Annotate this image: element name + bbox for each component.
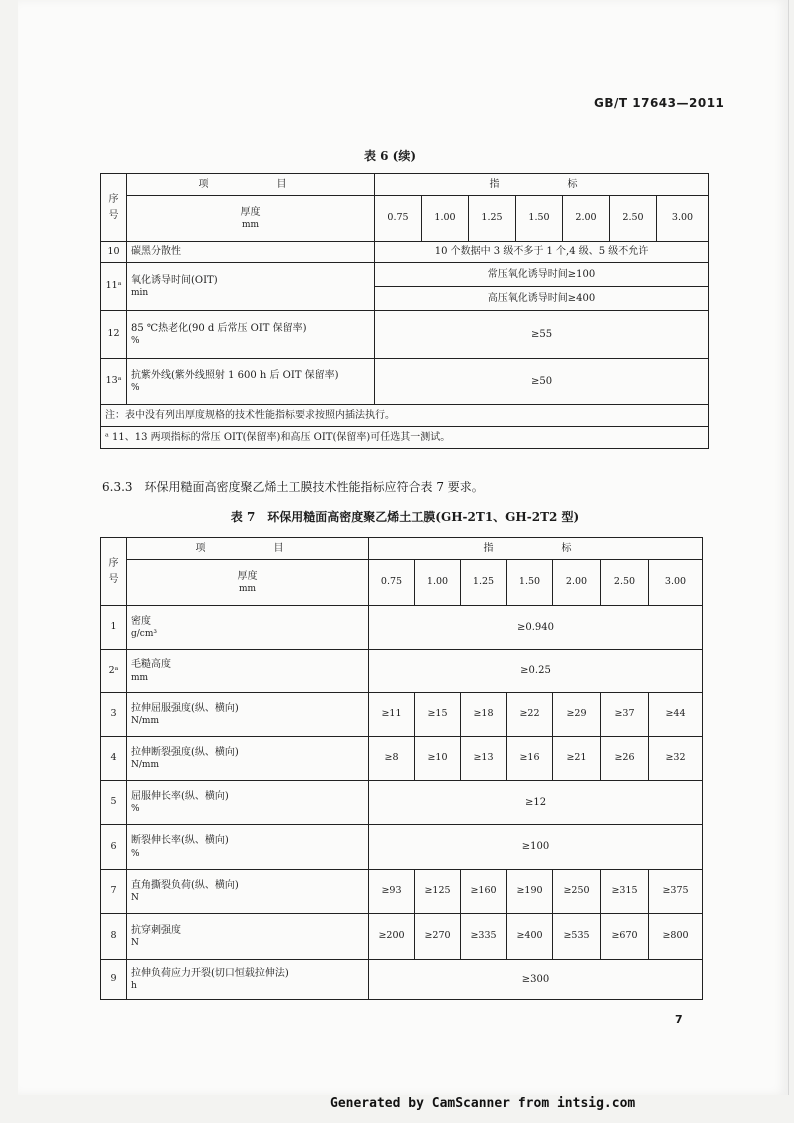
table6-header-item: 项 目 xyxy=(127,174,375,196)
row-cell-value: ≥16 xyxy=(507,737,553,781)
row-cell-value: ≥8 xyxy=(369,737,415,781)
row-item-name: 屈服伸长率(纵、横向) xyxy=(131,790,229,802)
row-cell-value: ≥37 xyxy=(601,693,649,737)
row-item xyxy=(127,870,369,914)
row-item xyxy=(127,263,375,311)
thickness-value: 2.00 xyxy=(563,196,610,242)
row-number: 3 xyxy=(101,693,127,737)
row-cell-value: ≥29 xyxy=(553,693,601,737)
row-number: 13ᵃ xyxy=(101,359,127,405)
row-cell-value: ≥15 xyxy=(415,693,461,737)
table-row xyxy=(101,960,703,1000)
row-cell-value: ≥335 xyxy=(461,914,507,960)
row-item xyxy=(127,311,375,359)
row-cell-value: ≥22 xyxy=(507,693,553,737)
row-item-name: 85 ℃热老化(90 d 后常压 OIT 保留率) xyxy=(131,322,307,334)
table-row xyxy=(101,781,703,825)
row-cell-value: ≥315 xyxy=(601,870,649,914)
row-value: 常压氧化诱导时间≥100 xyxy=(375,263,709,287)
row-item-unit: % xyxy=(131,383,140,394)
table-row xyxy=(101,825,703,870)
thickness-label: 厚度 xyxy=(237,570,258,582)
table-row xyxy=(101,263,709,287)
row-item-unit: N/mm xyxy=(131,760,159,771)
row-item xyxy=(127,825,369,870)
row-cell-value: ≥270 xyxy=(415,914,461,960)
row-number: 6 xyxy=(101,825,127,870)
table6 xyxy=(100,173,709,449)
row-value: 10 个数据中 3 级不多于 1 个,4 级、5 级不允许 xyxy=(375,242,709,263)
row-value: ≥12 xyxy=(369,781,703,825)
row-item-name: 密度 xyxy=(131,615,151,627)
thickness-value: 2.00 xyxy=(553,560,601,606)
row-cell-value: ≥125 xyxy=(415,870,461,914)
thickness-value: 1.25 xyxy=(469,196,516,242)
table-row xyxy=(101,914,703,960)
table7-header-xuhao: 序号 xyxy=(101,538,127,606)
row-number: 10 xyxy=(101,242,127,263)
row-item-name: 断裂伸长率(纵、横向) xyxy=(131,835,229,847)
row-value: ≥50 xyxy=(375,359,709,405)
thickness-value: 2.50 xyxy=(610,196,657,242)
thickness-value: 3.00 xyxy=(657,196,709,242)
table7-thickness-header xyxy=(127,560,369,606)
row-cell-value: ≥250 xyxy=(553,870,601,914)
row-item-name: 氧化诱导时间(OIT) xyxy=(131,274,218,286)
standard-code: GB/T 17643—2011 xyxy=(594,96,725,110)
row-cell-value: ≥26 xyxy=(601,737,649,781)
row-number: 5 xyxy=(101,781,127,825)
row-item-unit: mm xyxy=(131,672,149,683)
table6-caption: 表 6 (续) xyxy=(363,149,417,163)
row-cell-value: ≥11 xyxy=(369,693,415,737)
row-item-name: 碳黑分散性 xyxy=(127,242,375,263)
table6-footnote: ᵃ 11、13 两项指标的常压 OIT(保留率)和高压 OIT(保留率)可任选其一测试。 xyxy=(101,427,709,449)
row-item-unit: min xyxy=(131,288,149,299)
section-6-3-3: 6.3.3 环保用糙面高密度聚乙烯土工膜技术性能指标应符合表 7 要求。 xyxy=(102,480,484,494)
thickness-value: 3.00 xyxy=(649,560,703,606)
row-number: 12 xyxy=(101,311,127,359)
row-cell-value: ≥93 xyxy=(369,870,415,914)
thickness-value: 1.25 xyxy=(461,560,507,606)
row-item-name: 抗紫外线(紫外线照射 1 600 h 后 OIT 保留率) xyxy=(131,369,339,381)
row-number: 8 xyxy=(101,914,127,960)
page-number: 7 xyxy=(675,1013,683,1026)
row-cell-value: ≥10 xyxy=(415,737,461,781)
row-item-name: 毛糙高度 xyxy=(131,659,171,671)
row-cell-value: ≥18 xyxy=(461,693,507,737)
table7-caption: 表 7 环保用糙面高密度聚乙烯土工膜(GH-2T1、GH-2T2 型) xyxy=(230,510,580,524)
table-row xyxy=(101,870,703,914)
table-row xyxy=(101,606,703,650)
row-value: ≥300 xyxy=(369,960,703,1000)
thickness-unit: mm xyxy=(241,220,260,231)
row-item xyxy=(127,650,369,693)
row-item-name: 抗穿刺强度 xyxy=(131,924,181,936)
thickness-value: 1.00 xyxy=(422,196,469,242)
row-item xyxy=(127,693,369,737)
row-value: ≥0.940 xyxy=(369,606,703,650)
row-item-name: 直角撕裂负荷(纵、横向) xyxy=(131,879,239,891)
row-item-unit: g/cm³ xyxy=(131,629,157,640)
row-item-unit: % xyxy=(131,804,140,815)
thickness-value: 1.00 xyxy=(415,560,461,606)
row-item-name: 拉伸断裂强度(纵、横向) xyxy=(131,746,239,758)
thickness-value: 0.75 xyxy=(369,560,415,606)
row-cell-value: ≥400 xyxy=(507,914,553,960)
row-number: 7 xyxy=(101,870,127,914)
thickness-value: 0.75 xyxy=(375,196,422,242)
thickness-value: 1.50 xyxy=(516,196,563,242)
row-item-unit: % xyxy=(131,848,140,859)
table6-thickness-header xyxy=(127,196,375,242)
table-row xyxy=(101,693,703,737)
row-number: 11ᵃ xyxy=(101,263,127,311)
table6-header-zhibiao: 指 标 xyxy=(375,174,709,196)
row-cell-value: ≥32 xyxy=(649,737,703,781)
camscanner-watermark: Generated by CamScanner from intsig.com xyxy=(330,1096,636,1111)
row-item xyxy=(127,914,369,960)
table6-header-xuhao: 序号 xyxy=(101,174,127,242)
row-cell-value: ≥375 xyxy=(649,870,703,914)
row-cell-value: ≥13 xyxy=(461,737,507,781)
row-number: 1 xyxy=(101,606,127,650)
row-cell-value: ≥21 xyxy=(553,737,601,781)
table6-note: 注：表中没有列出厚度规格的技术性能指标要求按照内插法执行。 xyxy=(101,405,709,427)
row-item xyxy=(127,781,369,825)
row-item-name: 拉伸负荷应力开裂(切口恒载拉伸法) xyxy=(131,967,289,979)
row-item-unit: % xyxy=(131,336,140,347)
row-value: ≥55 xyxy=(375,311,709,359)
row-number: 9 xyxy=(101,960,127,1000)
row-item-unit: N xyxy=(131,893,139,904)
row-value: ≥0.25 xyxy=(369,650,703,693)
row-item-name: 拉伸屈服强度(纵、横向) xyxy=(131,702,239,714)
row-number: 4 xyxy=(101,737,127,781)
row-number: 2ᵃ xyxy=(101,650,127,693)
thickness-value: 2.50 xyxy=(601,560,649,606)
table7-header-zhibiao: 指 标 xyxy=(369,538,703,560)
row-item-unit: N/mm xyxy=(131,716,159,727)
row-cell-value: ≥800 xyxy=(649,914,703,960)
row-item-unit: h xyxy=(131,981,137,992)
row-item-unit: N xyxy=(131,938,139,949)
row-cell-value: ≥190 xyxy=(507,870,553,914)
row-item xyxy=(127,737,369,781)
table-row xyxy=(101,737,703,781)
row-item xyxy=(127,606,369,650)
thickness-value: 1.50 xyxy=(507,560,553,606)
row-value: ≥100 xyxy=(369,825,703,870)
row-cell-value: ≥44 xyxy=(649,693,703,737)
table7-header-item: 项 目 xyxy=(127,538,369,560)
row-item xyxy=(127,960,369,1000)
row-cell-value: ≥535 xyxy=(553,914,601,960)
row-value: 高压氧化诱导时间≥400 xyxy=(375,287,709,311)
table7 xyxy=(100,537,703,1000)
table-row xyxy=(101,650,703,693)
table-row xyxy=(101,242,709,263)
table-row xyxy=(101,359,709,405)
thickness-label: 厚度 xyxy=(240,206,261,218)
table-row xyxy=(101,311,709,359)
row-cell-value: ≥160 xyxy=(461,870,507,914)
row-item xyxy=(127,359,375,405)
row-cell-value: ≥200 xyxy=(369,914,415,960)
thickness-unit: mm xyxy=(238,584,257,595)
row-cell-value: ≥670 xyxy=(601,914,649,960)
